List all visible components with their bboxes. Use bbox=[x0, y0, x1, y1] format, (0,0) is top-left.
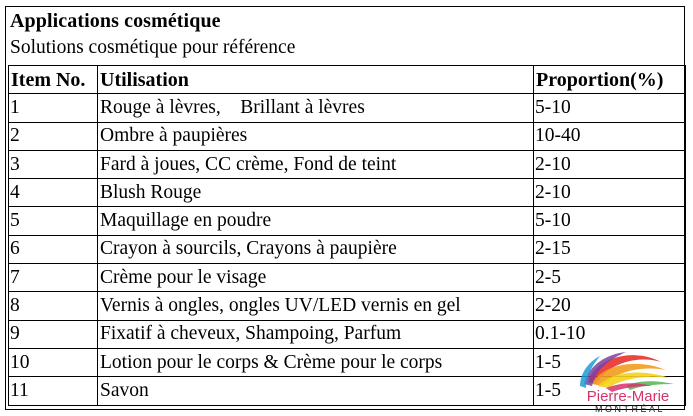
table-header-row bbox=[9, 66, 686, 94]
utilisation-cell: Crème pour le visage bbox=[98, 264, 534, 292]
header-proportion: Proportion(%) bbox=[534, 66, 686, 94]
utilisation-cell: Fixatif à cheveux, Shampoing, Parfum bbox=[98, 320, 534, 348]
table-row bbox=[9, 94, 686, 122]
utilisation-cell: Rouge à lèvres, Brillant à lèvres bbox=[98, 94, 534, 122]
item-number: 9 bbox=[9, 320, 98, 348]
utilisation-cell: Vernis à ongles, ongles UV/LED vernis en gel bbox=[98, 292, 534, 320]
table-row bbox=[9, 320, 686, 348]
table-row bbox=[9, 150, 686, 178]
header-utilisation: Utilisation bbox=[98, 66, 534, 94]
proportion-cell: 2-10 bbox=[534, 150, 686, 178]
item-number: 7 bbox=[9, 264, 98, 292]
proportion-cell: 1-5 bbox=[534, 377, 686, 405]
proportion-cell: 0.1-10 bbox=[534, 320, 686, 348]
item-number: 3 bbox=[9, 150, 98, 178]
utilisation-cell: Lotion pour le corps & Crème pour le corps bbox=[98, 348, 534, 376]
logo-name-text: Pierre-Marie bbox=[586, 388, 670, 405]
document-subtitle: Solutions cosmétique pour référence bbox=[10, 37, 296, 58]
item-number: 10 bbox=[9, 348, 98, 376]
proportion-cell: 10-40 bbox=[534, 122, 686, 150]
table-row bbox=[9, 207, 686, 235]
utilisation-cell: Fard à joues, CC crème, Fond de teint bbox=[98, 150, 534, 178]
proportion-cell: 2-5 bbox=[534, 264, 686, 292]
table-row bbox=[9, 179, 686, 207]
proportion-cell: 5-10 bbox=[534, 207, 686, 235]
utilisation-cell: Ombre à paupières bbox=[98, 122, 534, 150]
proportion-cell: 2-20 bbox=[534, 292, 686, 320]
logo-swirl-icon bbox=[580, 352, 674, 392]
item-number: 1 bbox=[9, 94, 98, 122]
proportion-cell: 2-15 bbox=[534, 235, 686, 263]
table-row bbox=[9, 235, 686, 263]
table-row bbox=[9, 292, 686, 320]
pierre-marie-logo bbox=[566, 348, 688, 414]
utilisation-cell: Crayon à sourcils, Crayons à paupière bbox=[98, 235, 534, 263]
item-number: 6 bbox=[9, 235, 98, 263]
proportion-cell: 1-5 bbox=[534, 348, 686, 376]
logo-city-text: MONTRÉAL bbox=[594, 404, 666, 414]
item-number: 8 bbox=[9, 292, 98, 320]
utilisation-cell: Maquillage en poudre bbox=[98, 207, 534, 235]
item-number: 2 bbox=[9, 122, 98, 150]
item-number: 11 bbox=[9, 377, 98, 405]
item-number: 4 bbox=[9, 179, 98, 207]
proportion-cell: 2-10 bbox=[534, 179, 686, 207]
document-title: Applications cosmétique bbox=[10, 10, 221, 32]
header-item-no: Item No. bbox=[9, 66, 98, 94]
table-row bbox=[9, 122, 686, 150]
utilisation-cell: Blush Rouge bbox=[98, 179, 534, 207]
proportion-cell: 5-10 bbox=[534, 94, 686, 122]
item-number: 5 bbox=[9, 207, 98, 235]
utilisation-cell: Savon bbox=[98, 377, 534, 405]
table-row bbox=[9, 264, 686, 292]
